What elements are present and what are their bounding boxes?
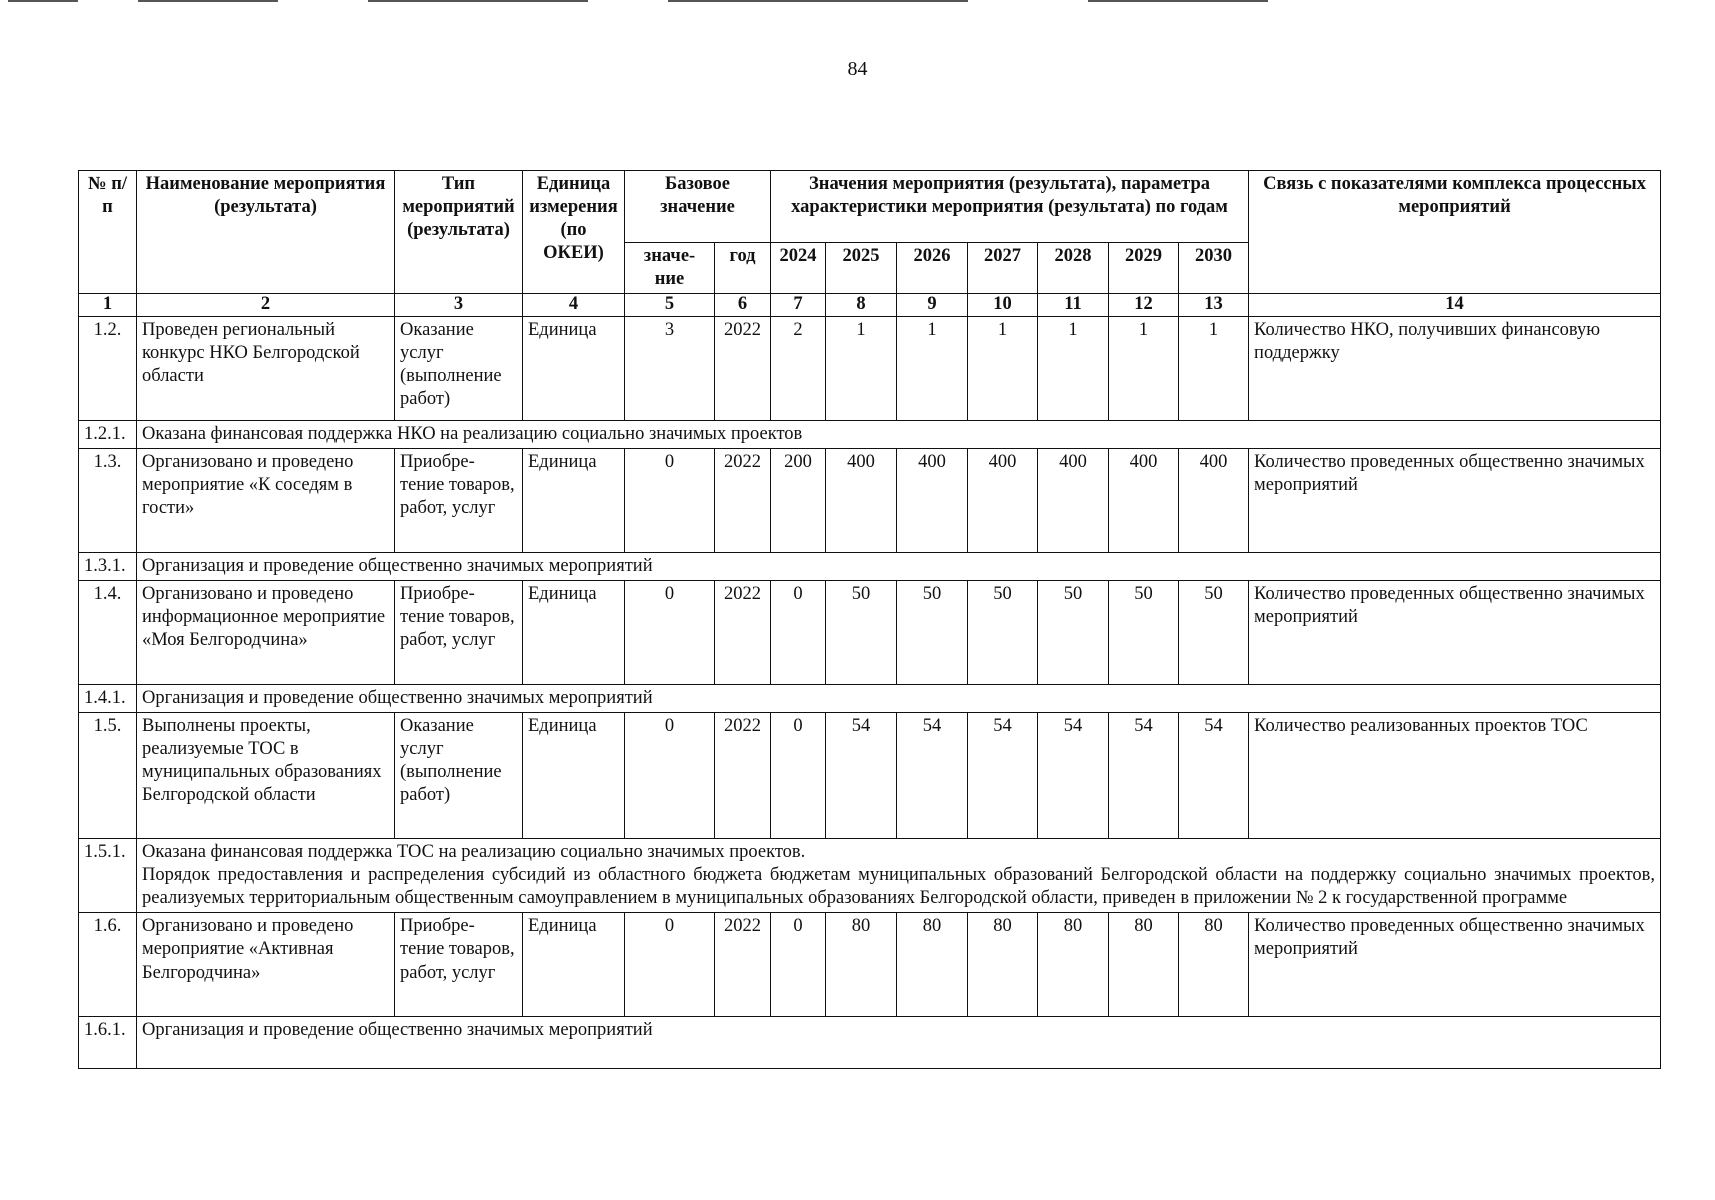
header-year: 2028 — [1038, 243, 1109, 294]
year-value: 0 — [771, 580, 826, 684]
indicator-link: Количество НКО, получивших финансовую поддержку — [1249, 316, 1661, 420]
sub-row — [79, 684, 1661, 712]
measures-table — [78, 170, 1661, 1069]
sub-row-number: 1.6.1. — [79, 1017, 137, 1069]
column-number: 8 — [826, 294, 897, 316]
year-value: 400 — [826, 448, 897, 552]
measure-name: Организовано и проведено мероприятие «Активная Белгородчина» — [137, 913, 395, 1017]
sub-row-text-line: Оказана финансовая поддержка ТОС на реализацию социально значимых проектов. — [142, 841, 806, 862]
year-value: 50 — [826, 580, 897, 684]
base-value: 0 — [625, 712, 715, 838]
sub-row-text: Оказана финансовая поддержка НКО на реализацию социально значимых проектов — [137, 420, 1661, 448]
column-number: 13 — [1179, 294, 1249, 316]
year-value: 0 — [771, 913, 826, 1017]
column-number-row — [79, 294, 1661, 316]
row-number: 1.5. — [79, 712, 137, 838]
measure-name: Организовано и проведено информационное мероприятие «Моя Белгородчина» — [137, 580, 395, 684]
column-number: 12 — [1109, 294, 1179, 316]
year-value: 1 — [897, 316, 968, 420]
header-year: 2029 — [1109, 243, 1179, 294]
year-value: 80 — [897, 913, 968, 1017]
year-value: 2 — [771, 316, 826, 420]
column-number: 10 — [968, 294, 1038, 316]
row-number: 1.4. — [79, 580, 137, 684]
row-number: 1.3. — [79, 448, 137, 552]
header-type: Тип мероприятий (результата) — [395, 171, 523, 294]
table-row — [79, 448, 1661, 552]
header-year: 2027 — [968, 243, 1038, 294]
indicator-link: Количество проведенных общественно значимых мероприятий — [1249, 448, 1661, 552]
page-number: 84 — [847, 58, 868, 80]
sub-row — [79, 420, 1661, 448]
year-value: 50 — [1179, 580, 1249, 684]
year-value: 54 — [1109, 712, 1179, 838]
column-number: 6 — [715, 294, 771, 316]
sub-row-text-paragraph: Порядок предоставления и распределения субсидий из областного бюджета бюджетам муниципальных образований Белгородской области на поддержку социально значимых проектов, реализуемых территориальным общественным самоуправлением в муниципальных образованиях Белгородской области, приведен в приложении № 2 к государственной программе — [142, 865, 1656, 909]
base-value: 0 — [625, 448, 715, 552]
year-value: 400 — [897, 448, 968, 552]
column-number: 11 — [1038, 294, 1109, 316]
header-no: № п/п — [79, 171, 137, 294]
sub-row — [79, 1017, 1661, 1069]
measure-type: Приобре- тение товаров, работ, услуг — [395, 580, 523, 684]
header-base-value: значе- ние — [625, 243, 715, 294]
measure-type: Оказание услуг (выполнение работ) — [395, 316, 523, 420]
measure-type: Приобре- тение товаров, работ, услуг — [395, 448, 523, 552]
header-year: 2025 — [826, 243, 897, 294]
sub-row-text — [137, 838, 1661, 912]
column-number: 14 — [1249, 294, 1661, 316]
scan-edge-marks — [0, 0, 1715, 3]
base-year: 2022 — [715, 913, 771, 1017]
year-value: 200 — [771, 448, 826, 552]
header-year: 2024 — [771, 243, 826, 294]
header-year: 2026 — [897, 243, 968, 294]
year-value: 54 — [1038, 712, 1109, 838]
year-value: 400 — [968, 448, 1038, 552]
row-number: 1.2. — [79, 316, 137, 420]
header-link: Связь с показателями комплекса процессных мероприятий — [1249, 171, 1661, 294]
sub-row-text: Организация и проведение общественно значимых мероприятий — [137, 552, 1661, 580]
row-number: 1.6. — [79, 913, 137, 1017]
year-value: 50 — [897, 580, 968, 684]
indicator-link: Количество проведенных общественно значимых мероприятий — [1249, 580, 1661, 684]
measure-unit: Единица — [523, 580, 625, 684]
year-value: 80 — [826, 913, 897, 1017]
base-year: 2022 — [715, 448, 771, 552]
year-value: 54 — [826, 712, 897, 838]
sub-row — [79, 552, 1661, 580]
year-value: 80 — [1109, 913, 1179, 1017]
column-number: 3 — [395, 294, 523, 316]
base-value: 3 — [625, 316, 715, 420]
header-base-year: год — [715, 243, 771, 294]
year-value: 1 — [968, 316, 1038, 420]
header-year: 2030 — [1179, 243, 1249, 294]
year-value: 50 — [1109, 580, 1179, 684]
sub-row-number: 1.4.1. — [79, 684, 137, 712]
measure-type: Оказание услуг (выполнение работ) — [395, 712, 523, 838]
header-row-top — [79, 171, 1661, 243]
measure-name: Организовано и проведено мероприятие «К соседям в гости» — [137, 448, 395, 552]
year-value: 80 — [1038, 913, 1109, 1017]
measure-unit: Единица — [523, 712, 625, 838]
column-number: 9 — [897, 294, 968, 316]
column-number: 2 — [137, 294, 395, 316]
indicator-link: Количество проведенных общественно значимых мероприятий — [1249, 913, 1661, 1017]
measure-type: Приобре- тение товаров, работ, услуг — [395, 913, 523, 1017]
measure-unit: Единица — [523, 448, 625, 552]
year-value: 54 — [1179, 712, 1249, 838]
year-value: 54 — [897, 712, 968, 838]
year-value: 50 — [1038, 580, 1109, 684]
sub-row — [79, 838, 1661, 912]
year-value: 400 — [1109, 448, 1179, 552]
base-value: 0 — [625, 913, 715, 1017]
year-value: 400 — [1179, 448, 1249, 552]
header-unit: Единица измерения (по ОКЕИ) — [523, 171, 625, 294]
sub-row-text: Организация и проведение общественно значимых мероприятий — [137, 684, 1661, 712]
base-year: 2022 — [715, 580, 771, 684]
year-value: 80 — [968, 913, 1038, 1017]
sub-row-number: 1.3.1. — [79, 552, 137, 580]
year-value: 400 — [1038, 448, 1109, 552]
year-value: 50 — [968, 580, 1038, 684]
year-value: 1 — [1179, 316, 1249, 420]
table-row — [79, 580, 1661, 684]
measure-name: Проведен региональный конкурс НКО Белгородской области — [137, 316, 395, 420]
sub-row-number: 1.2.1. — [79, 420, 137, 448]
base-year: 2022 — [715, 316, 771, 420]
measure-unit: Единица — [523, 316, 625, 420]
table-row — [79, 913, 1661, 1017]
base-value: 0 — [625, 580, 715, 684]
header-name: Наименование мероприятия (результата) — [137, 171, 395, 294]
table-row — [79, 316, 1661, 420]
year-value: 80 — [1179, 913, 1249, 1017]
column-number: 1 — [79, 294, 137, 316]
base-year: 2022 — [715, 712, 771, 838]
column-number: 4 — [523, 294, 625, 316]
indicator-link: Количество реализованных проектов ТОС — [1249, 712, 1661, 838]
year-value: 1 — [826, 316, 897, 420]
header-base: Базовое значение — [625, 171, 771, 243]
year-value: 1 — [1038, 316, 1109, 420]
column-number: 5 — [625, 294, 715, 316]
year-value: 54 — [968, 712, 1038, 838]
table-row — [79, 712, 1661, 838]
header-values: Значения мероприятия (результата), параметра характеристики мероприятия (результата) по годам — [771, 171, 1249, 243]
sub-row-number: 1.5.1. — [79, 838, 137, 912]
year-value: 0 — [771, 712, 826, 838]
column-number: 7 — [771, 294, 826, 316]
measure-unit: Единица — [523, 913, 625, 1017]
sub-row-text: Организация и проведение общественно значимых мероприятий — [137, 1017, 1661, 1069]
measure-name: Выполнены проекты, реализуемые ТОС в муниципальных образованиях Белгородской области — [137, 712, 395, 838]
year-value: 1 — [1109, 316, 1179, 420]
